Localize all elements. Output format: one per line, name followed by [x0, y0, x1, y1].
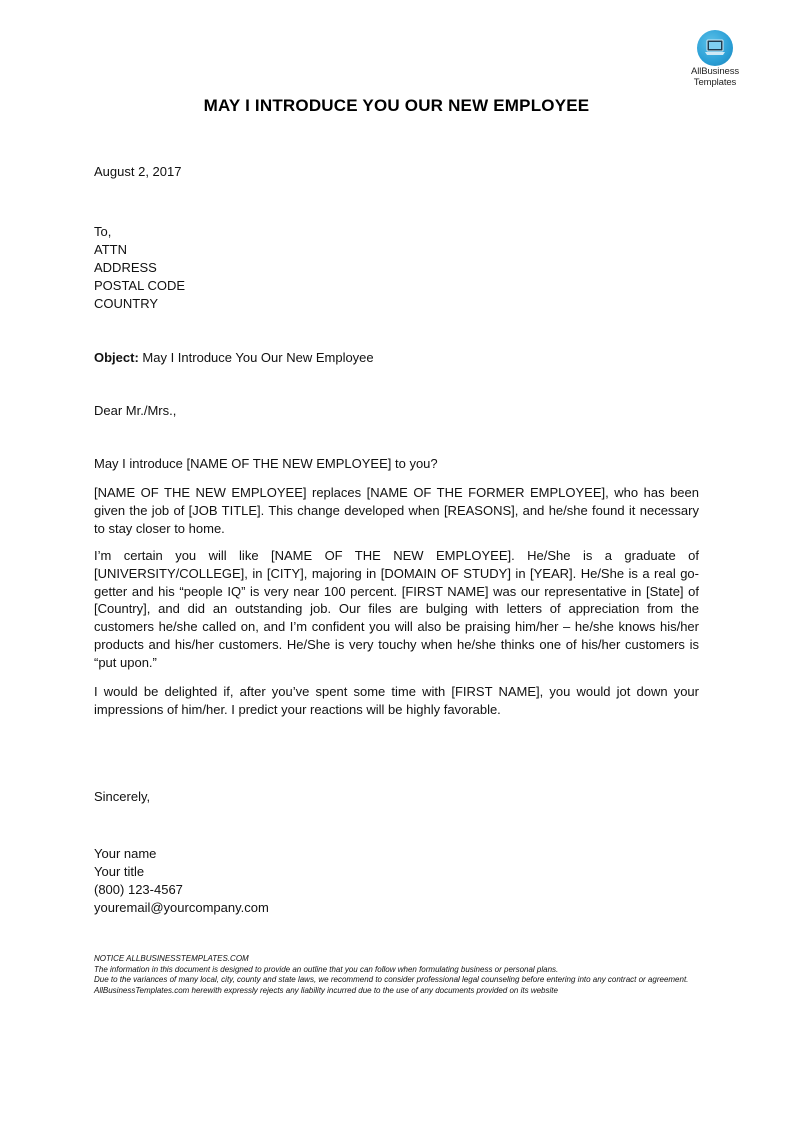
closing: Sincerely, — [94, 789, 151, 804]
subject-line — [94, 349, 374, 367]
signature-phone: (800) 123-4567 — [94, 882, 183, 897]
letter-date: August 2, 2017 — [94, 164, 182, 179]
document-title: MAY I INTRODUCE YOU OUR NEW EMPLOYEE — [203, 96, 590, 115]
brand-name-line1: AllBusiness — [690, 66, 739, 77]
legal-notice — [94, 954, 704, 996]
brand-logo[interactable] — [681, 30, 749, 88]
body-paragraph-3: I would be delighted if, after you’ve spent some time with [FIRST NAME], you would jot down your impressions of him/her. I predict your reactions will be highly favorable. — [94, 684, 699, 717]
signature-email: youremail@yourcompany.com — [94, 900, 269, 915]
subject-text: May I Introduce You Our New Employee — [138, 350, 374, 365]
recipient-to: To, — [94, 224, 112, 239]
salutation: Dear Mr./Mrs., — [94, 403, 177, 418]
recipient-address-line: ADDRESS — [94, 260, 157, 275]
recipient-country: COUNTRY — [94, 296, 159, 311]
recipient-attn: ATTN — [94, 242, 127, 257]
body-paragraph-1: [NAME OF THE NEW EMPLOYEE] replaces [NAME OF THE FORMER EMPLOYEE], who has been given the job of [JOB TITLE]. This change developed when [REASONS], and he/she found it necessary to stay closer to home. — [94, 485, 699, 536]
signature-title: Your title — [94, 864, 145, 879]
brand-name-line2: Templates — [693, 77, 737, 88]
recipient-postal-code: POSTAL CODE — [94, 278, 186, 293]
notice-heading: NOTICE ALLBUSINESSTEMPLATES.COM — [94, 954, 249, 963]
subject-label: Object: — [94, 350, 139, 365]
signature-block — [94, 845, 269, 917]
notice-line-2: Due to the variances of many local, city, county and state laws, we recommend to consider professional legal counseling before entering into any contract or agreement. AllBusinessTemplates.com herewith expressly rejects any liability incurred due to the use of any documents provided on its website — [94, 975, 689, 995]
recipient-address — [94, 223, 185, 313]
body-paragraph-2: I’m certain you will like [NAME OF THE NEW EMPLOYEE]. He/She is a graduate of [UNIVERSITY/COLLEGE], in [CITY], majoring in [DOMAIN OF STUDY] in [YEAR]. He/She is a real go-getter and his “people IQ” is very near 100 percent. [FIRST NAME] was our representative in [State] of [Country], and did an outstanding job. Our files are bulging with letters of appreciation from the customers he/she called on, and I’m confident you will also be praising him/her – he/she knows his/her products and his/her customers. He/She is very touchy when he/she thinks one of his/her customers is “put upon.” — [94, 548, 699, 670]
intro-line: May I introduce [NAME OF THE NEW EMPLOYEE] to you? — [94, 456, 438, 471]
notice-line-1: The information in this document is designed to provide an outline that you can follow when formulating business or personal plans. — [94, 964, 559, 974]
signature-name: Your name — [94, 846, 157, 861]
laptop-icon — [697, 30, 733, 66]
